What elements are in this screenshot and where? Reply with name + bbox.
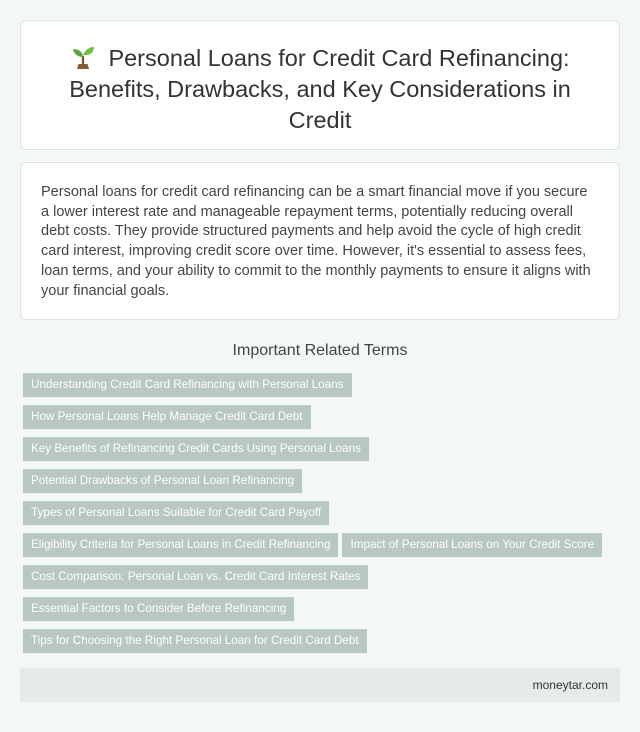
related-terms-list: [23, 373, 623, 661]
summary-text: Personal loans for credit card refinancing can be a smart financial move if you secure a lower interest rate and manageable repayment terms, potentially reducing overall debt costs. They provide structured payments and help avoid the cycle of high credit card interest, improving credit score over time. However, it's essential to assess fees, loan terms, and your ability to commit to the monthly payments to ensure it aligns with your financial goals.: [41, 184, 591, 299]
footer-site-link[interactable]: moneytar.com: [532, 678, 608, 692]
related-term-tag[interactable]: Cost Comparison: Personal Loan vs. Credit Card Interest Rates: [23, 565, 368, 589]
related-term-tag[interactable]: Eligibility Criteria for Personal Loans in Credit Refinancing: [23, 533, 338, 557]
page-title: [45, 43, 595, 136]
related-term-tag[interactable]: Potential Drawbacks of Personal Loan Refinancing: [23, 469, 302, 493]
related-term-tag[interactable]: Essential Factors to Consider Before Refinancing: [23, 597, 294, 621]
related-term-tag[interactable]: Types of Personal Loans Suitable for Credit Card Payoff: [23, 501, 329, 525]
footer: [20, 668, 620, 702]
related-terms-heading: Important Related Terms: [232, 342, 408, 359]
related-term-tag[interactable]: Impact of Personal Loans on Your Credit Score: [342, 533, 602, 557]
page-title-text: Personal Loans for Credit Card Refinancing: Benefits, Drawbacks, and Key Considerations in Credit: [69, 45, 571, 133]
related-term-tag[interactable]: Key Benefits of Refinancing Credit Cards Using Personal Loans: [23, 437, 369, 461]
title-card: [20, 20, 620, 150]
summary-card: [20, 162, 620, 320]
sprout-icon: [70, 44, 96, 70]
related-term-tag[interactable]: Tips for Choosing the Right Personal Loan for Credit Card Debt: [23, 629, 367, 653]
related-term-tag[interactable]: How Personal Loans Help Manage Credit Card Debt: [23, 405, 311, 429]
related-term-tag[interactable]: Understanding Credit Card Refinancing with Personal Loans: [23, 373, 352, 397]
